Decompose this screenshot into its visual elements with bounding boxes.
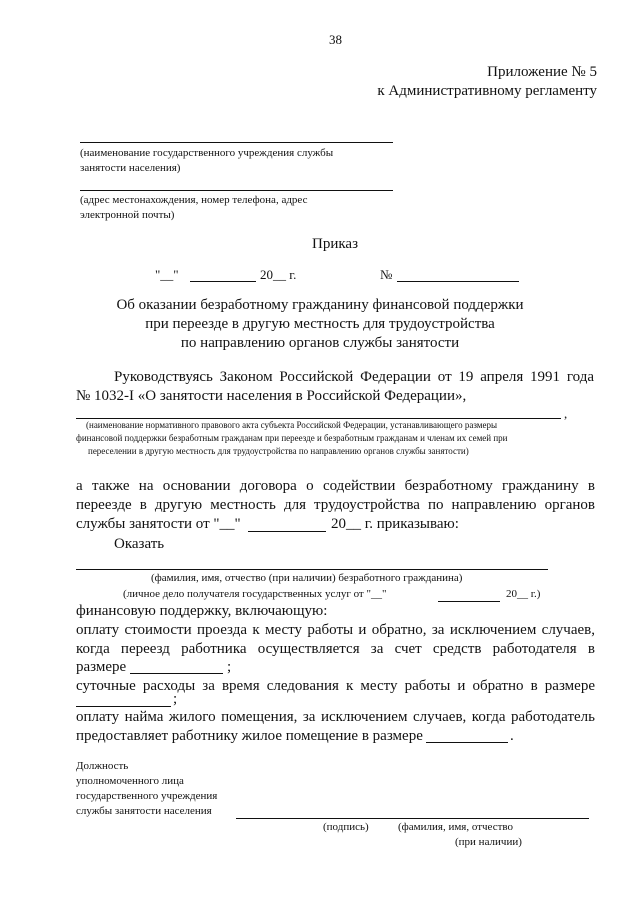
travel-line-2: когда переезд работника осуществляется за счет средств работодателя в <box>76 641 595 657</box>
appendix-regulation: к Административному регламенту <box>377 83 597 99</box>
signature-line <box>236 818 589 819</box>
contract-line-2: переезде в другую местность для трудоустройства по направлению органов <box>76 497 595 513</box>
address-caption-2: электронной почты) <box>80 209 175 221</box>
travel-amount-label: размере <box>76 659 127 675</box>
signatory-name-caption-2: (при наличии) <box>455 836 522 848</box>
institution-caption-2: занятости населения) <box>80 162 181 174</box>
daily-line-1: суточные расходы за время следования к месту работы и обратно в размере <box>76 678 595 694</box>
law-line-2: № 1032-I «О занятости населения в Российской Федерации», <box>76 388 467 404</box>
signatory-position-4: службы занятости населения <box>76 805 212 817</box>
act-caption-1: (наименование нормативного правового акта субъекта Российской Федерации, устанавливающего размеры <box>86 420 498 430</box>
file-caption-b: 20__ г.) <box>506 588 541 600</box>
daily-amount-line <box>76 706 171 707</box>
contract-line-3-a: службы занятости от "__" <box>76 516 241 532</box>
order-title: Приказ <box>312 236 359 252</box>
institution-name-line <box>80 142 393 143</box>
recipient-caption: (фамилия, имя, отчество (при наличии) безработного гражданина) <box>151 572 463 584</box>
order-date-day: "__" <box>155 267 179 282</box>
page-number: 38 <box>329 32 342 47</box>
housing-line-2-a: предоставляет работнику жилое помещение в размере <box>76 728 423 744</box>
travel-amount-line <box>130 673 223 674</box>
file-date-line <box>438 601 500 602</box>
subject-line-3: по направлению органов службы занятости <box>180 335 460 351</box>
appendix-title: Приложение № 5 <box>487 64 597 80</box>
act-name-line <box>76 418 561 419</box>
address-caption-1: (адрес местонахождения, номер телефона, адрес <box>80 194 308 206</box>
law-line-1: Руководствуясь Законом Российской Федерации от 19 апреля 1991 года <box>114 369 594 385</box>
signatory-position-2: уполномоченного лица <box>76 775 184 787</box>
daily-semicolon: ; <box>173 691 178 707</box>
act-caption-3: переселении в другую местность для трудоустройства по направлению органов службы занятости) <box>88 446 469 456</box>
order-date-year: 20__ г. <box>260 267 297 282</box>
signatory-name-caption-1: (фамилия, имя, отчество <box>398 821 514 833</box>
act-caption-2: финансовой поддержки безработным гражданам при переезде и безработным гражданам и членам их семей при <box>76 433 508 443</box>
signatory-position-1: Должность <box>76 760 129 772</box>
order-number-sign: № <box>380 267 393 282</box>
address-line <box>80 190 393 191</box>
contract-line-3-b: 20__ г. приказываю: <box>331 516 459 532</box>
act-comma: , <box>564 406 568 421</box>
housing-line-1: оплату найма жилого помещения, за исключением случаев, когда работодатель <box>76 709 595 725</box>
housing-amount-line <box>426 742 508 743</box>
signature-caption: (подпись) <box>323 821 369 833</box>
travel-semicolon: ; <box>227 659 232 675</box>
contract-line-1: а также на основании договора о содействии безработному гражданину в <box>76 478 595 494</box>
institution-caption-1: (наименование государственного учреждения службы <box>80 147 334 159</box>
grant-word: Оказать <box>114 536 165 552</box>
housing-period: . <box>510 728 514 744</box>
order-number-line <box>397 281 519 282</box>
recipient-name-line <box>76 569 548 570</box>
subject-line-1: Об оказании безработному гражданину финансовой поддержки <box>116 297 524 313</box>
subject-line-2: при переезде в другую местность для трудоустройства <box>145 316 495 332</box>
contract-date-line <box>248 531 326 532</box>
travel-line-1: оплату стоимости проезда к месту работы и обратно, за исключением случаев, <box>76 622 595 638</box>
support-intro: финансовую поддержку, включающую: <box>76 603 328 619</box>
signatory-position-3: государственного учреждения <box>76 790 218 802</box>
file-caption-a: (личное дело получателя государственных услуг от "__" <box>123 588 387 600</box>
order-date-month-line <box>190 281 256 282</box>
